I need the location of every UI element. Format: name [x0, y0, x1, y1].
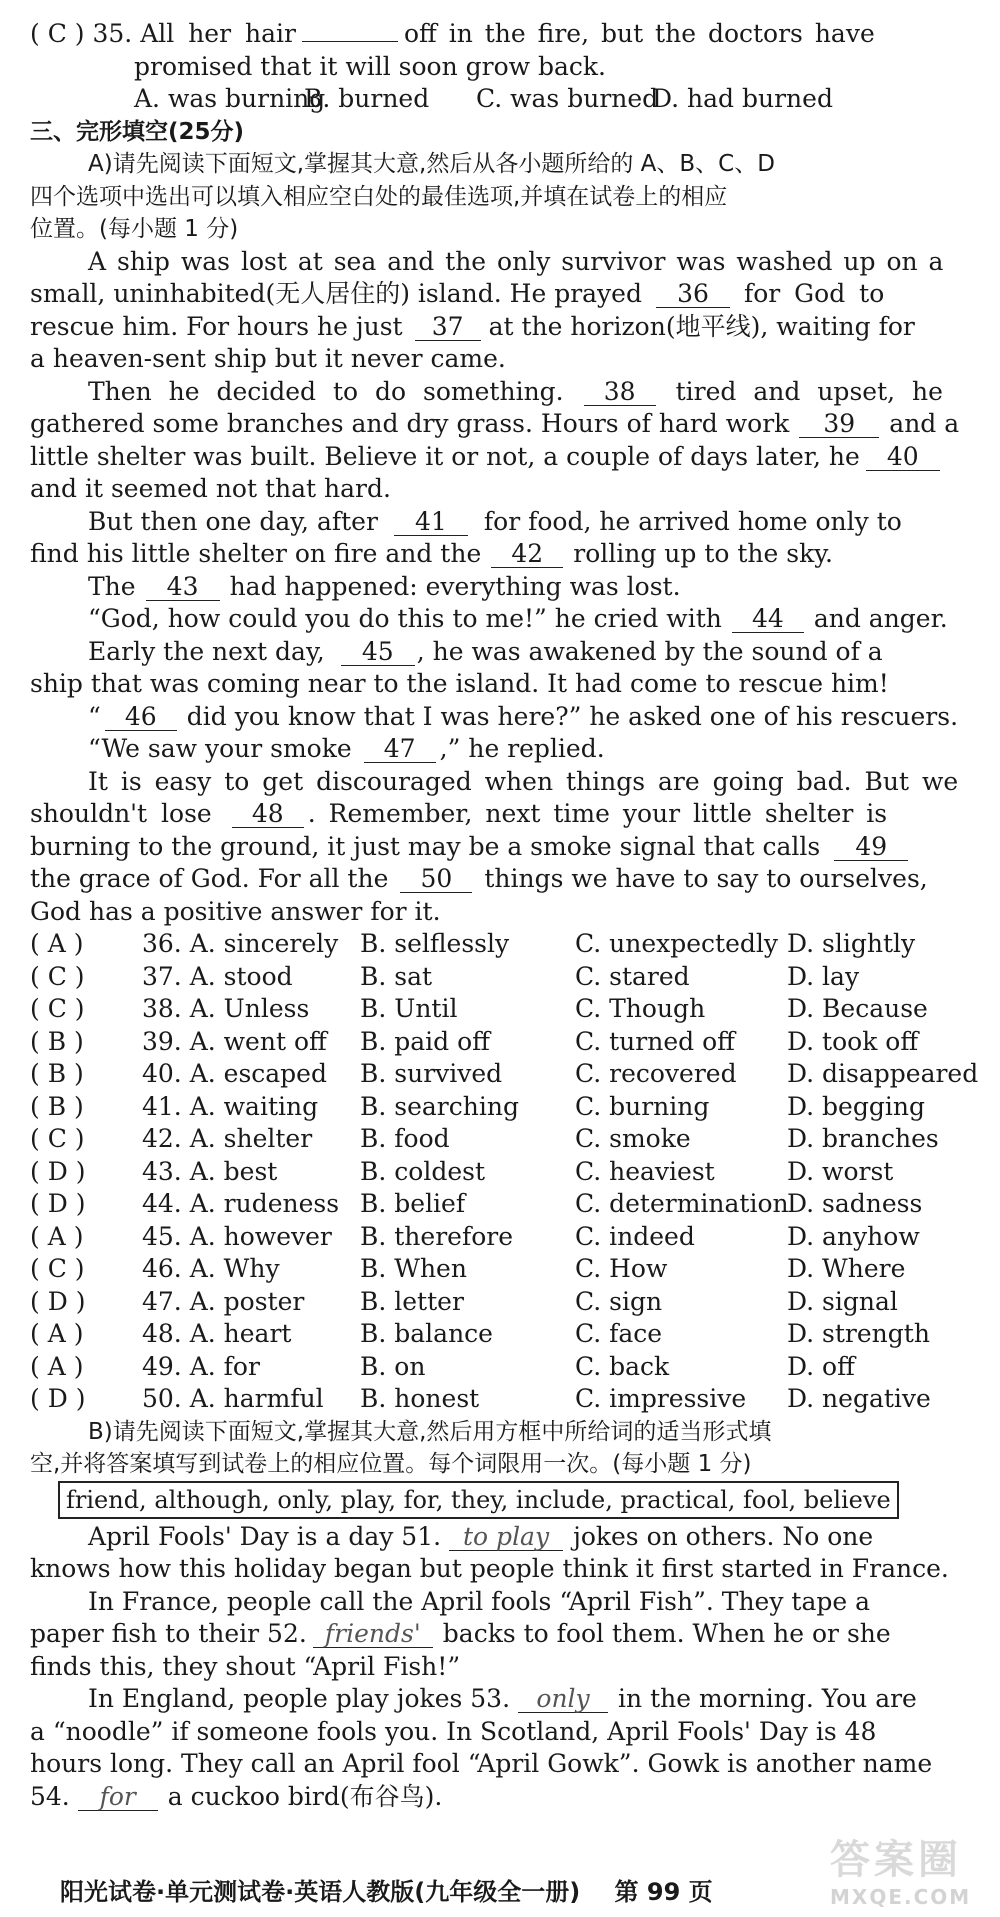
- passage-text: a “noodle” if someone fools you. In Scotland, April Fools' Day is 48: [30, 1716, 877, 1746]
- option-c: C. smoke: [575, 1124, 691, 1153]
- option-b: B. burned: [304, 84, 430, 113]
- watermark-url: MXQE.COM: [830, 1885, 972, 1909]
- passage-line: [30, 1586, 975, 1619]
- passage-text: God has a positive answer for it.: [30, 896, 441, 926]
- option-c: C. impressive: [575, 1384, 747, 1413]
- q35-text: off in the fire, but the doctors have: [403, 19, 875, 48]
- passage-text: at the horizon(地平线), waiting for: [488, 311, 915, 341]
- page-number: 第 99 页: [614, 1878, 713, 1906]
- option-b: B. food: [360, 1124, 450, 1153]
- option-d: D. worst: [787, 1156, 894, 1186]
- option-b: B. survived: [360, 1059, 503, 1088]
- blank-48: 48: [232, 801, 304, 828]
- answer-mark: ( C ): [30, 19, 85, 48]
- blank-41: 41: [394, 509, 468, 536]
- answer-mark: ( B ): [30, 1059, 84, 1088]
- passage-text: It is easy to get discouraged when things are going bad. But we: [88, 766, 959, 796]
- choice-row: [30, 1286, 975, 1319]
- blank-38: 38: [584, 379, 656, 406]
- option-a: 40. A. escaped: [142, 1059, 327, 1088]
- q35-options: [30, 83, 975, 116]
- passage-line: [30, 668, 975, 701]
- option-a: 44. A. rudeness: [142, 1189, 340, 1218]
- option-d: D. sadness: [787, 1189, 923, 1218]
- passage-text: , he was awakened by the sound of a: [416, 636, 883, 666]
- passage-text: 54.: [30, 1781, 70, 1811]
- option-c: C. sign: [575, 1286, 663, 1316]
- blank-37: 37: [415, 314, 481, 341]
- option-a: 37. A. stood: [142, 961, 293, 991]
- option-a: 45. A. however: [142, 1221, 332, 1251]
- blank-46: 46: [105, 704, 177, 731]
- passage-line: [30, 733, 975, 766]
- option-d: D. Where: [787, 1254, 906, 1283]
- passage-text: In England, people play jokes 53.: [88, 1684, 511, 1713]
- blank-50: 50: [400, 866, 472, 893]
- instruction: 空,并将答案填写到试卷上的相应位置。每个词限用一次。(每小题 1 分): [30, 1451, 752, 1477]
- choice-row: [30, 1318, 975, 1351]
- blank-42: 42: [491, 541, 563, 568]
- answer-mark: ( D ): [30, 1189, 86, 1218]
- option-c: C. back: [575, 1351, 670, 1381]
- option-b: B. honest: [360, 1384, 480, 1413]
- option-d: D. slightly: [787, 929, 916, 958]
- passage-text: rescue him. For hours he just: [30, 311, 403, 341]
- blank-47: 47: [364, 736, 436, 763]
- passage-text: and a: [889, 409, 960, 438]
- option-b: B. paid off: [360, 1026, 490, 1056]
- option-b: B. selflessly: [360, 929, 510, 958]
- passage-line: [30, 636, 975, 669]
- option-a: 48. A. heart: [142, 1319, 292, 1348]
- option-a: 36. A. sincerely: [142, 929, 339, 958]
- passage-text: and it seemed not that hard.: [30, 474, 391, 503]
- blank-36: 36: [656, 281, 730, 308]
- passage-text: jokes on others. No one: [573, 1521, 874, 1551]
- option-a: 47. A. poster: [142, 1286, 305, 1316]
- passage-text: did you know that I was here?” he asked one of his rescuers.: [186, 701, 959, 731]
- instruction: 位置。(每小题 1 分): [30, 216, 239, 242]
- passage-text: backs to fool them. When he or she: [442, 1619, 891, 1648]
- passage-text: things we have to say to ourselves,: [484, 864, 928, 893]
- passage-text: for food, he arrived home only to: [483, 506, 902, 536]
- passage-text: rolling up to the sky.: [573, 539, 834, 568]
- option-a: 42. A. shelter: [142, 1124, 313, 1153]
- q35-line-1: [30, 18, 975, 51]
- option-a: 50. A. harmful: [142, 1384, 324, 1413]
- passage-line: [30, 1521, 975, 1554]
- passage-line: [30, 376, 975, 409]
- passage-text: Then he decided to do something.: [88, 376, 564, 406]
- blank-43: 43: [146, 574, 220, 601]
- option-d: D. Because: [787, 994, 928, 1023]
- passage-line: [30, 278, 975, 311]
- passage-text: and anger.: [813, 604, 948, 633]
- passage-text: finds this, they shout “April Fish!”: [30, 1651, 461, 1681]
- choice-row: [30, 1026, 975, 1059]
- passage-text: gathered some branches and dry grass. Hours of hard work: [30, 409, 790, 438]
- option-a: 39. A. went off: [142, 1026, 327, 1056]
- option-c: C. Though: [575, 994, 706, 1023]
- passage-line: [30, 1553, 975, 1586]
- blank-45: 45: [341, 639, 415, 666]
- choice-row: [30, 1188, 975, 1221]
- option-d: D. lay: [787, 961, 860, 991]
- instruction: B)请先阅读下面短文,掌握其大意,然后用方框中所给词的适当形式填: [88, 1418, 772, 1445]
- passage-line: [30, 571, 975, 604]
- option-c: C. How: [575, 1254, 668, 1283]
- blank-40: 40: [866, 444, 940, 471]
- passage-line: [30, 831, 975, 864]
- option-c: C. recovered: [575, 1059, 737, 1088]
- passage-text: ,” he replied.: [439, 734, 605, 763]
- passage-line: [30, 1716, 975, 1749]
- footer-title: 阳光试卷·单元测试卷·英语人教版(九年级全一册): [60, 1878, 581, 1906]
- option-c: C. was burned: [476, 84, 659, 113]
- passage-text: small, uninhabited(无人居住的) island. He prayed: [30, 279, 642, 308]
- passage-text: The: [88, 571, 136, 601]
- passage-text: . Remember, next time your little shelter is: [307, 799, 888, 828]
- passage-line: [30, 538, 975, 571]
- option-a: 49. A. for: [142, 1351, 260, 1381]
- exam-page: [30, 18, 979, 1813]
- passage-text: “We saw your smoke: [88, 734, 352, 763]
- option-d: D. signal: [787, 1286, 898, 1316]
- passage-line: [30, 603, 975, 636]
- answer-mark: ( A ): [30, 1319, 84, 1348]
- passage-text: Early the next day,: [88, 636, 325, 666]
- passage-text: had happened: everything was lost.: [229, 571, 681, 601]
- passage-line: [30, 473, 975, 506]
- option-d: D. off: [787, 1351, 855, 1381]
- option-b: B. therefore: [360, 1221, 514, 1251]
- option-a: 41. A. waiting: [142, 1091, 319, 1121]
- choice-row: [30, 1351, 975, 1384]
- passage-text: “: [88, 701, 101, 731]
- answer-mark: ( A ): [30, 1221, 84, 1251]
- passage-line: [30, 1651, 975, 1684]
- passage-line: [30, 766, 975, 799]
- option-d: D. negative: [787, 1384, 931, 1413]
- choice-row: [30, 1091, 975, 1124]
- answer-mark: ( C ): [30, 961, 85, 991]
- choice-row: [30, 993, 975, 1026]
- section-title: 三、完形填空(25分): [30, 118, 245, 145]
- instruction: A)请先阅读下面短文,掌握其大意,然后从各小题所给的 A、B、C、D: [88, 151, 775, 177]
- option-a: 46. A. Why: [142, 1254, 280, 1283]
- choice-row: [30, 1383, 975, 1416]
- passage-text: April Fools' Day is a day 51.: [88, 1521, 442, 1551]
- watermark-logo: [830, 1828, 980, 1910]
- passage-line: [30, 343, 975, 376]
- q35-text: promised that it will soon grow back.: [134, 51, 606, 81]
- option-a: 43. A. best: [142, 1156, 278, 1186]
- passage-text: find his little shelter on fire and the: [30, 539, 482, 568]
- instruction: 四个选项中选出可以填入相应空白处的最佳选项,并填在试卷上的相应: [30, 183, 728, 210]
- answer-mark: ( A ): [30, 929, 84, 958]
- option-c: C. burning: [575, 1091, 710, 1121]
- choice-list: [30, 928, 979, 1416]
- option-c: C. turned off: [575, 1026, 735, 1056]
- blank-44: 44: [732, 606, 804, 633]
- answer-mark: ( A ): [30, 1351, 84, 1381]
- passage-text: “God, how could you do this to me!” he cried with: [88, 604, 722, 633]
- answer-mark: ( B ): [30, 1091, 84, 1121]
- passage-text: In France, people call the April fools “April Fish”. They tape a: [88, 1586, 871, 1616]
- choice-row: [30, 1253, 975, 1286]
- answer-52: friends': [313, 1621, 433, 1648]
- watermark-text: 答案圈: [830, 1837, 962, 1883]
- passage-line: [30, 246, 975, 279]
- option-b: B. coldest: [360, 1156, 485, 1186]
- option-c: C. unexpectedly: [575, 929, 778, 958]
- choice-row: [30, 1058, 979, 1091]
- option-d: D. disappeared: [787, 1059, 979, 1088]
- passage-line: [30, 506, 975, 539]
- option-d: D. anyhow: [787, 1221, 920, 1251]
- passage-line: [30, 896, 975, 929]
- option-c: C. face: [575, 1319, 663, 1348]
- blank-49: 49: [834, 834, 908, 861]
- passage-text: paper fish to their 52.: [30, 1619, 307, 1648]
- choice-row: [30, 1156, 975, 1189]
- blank-39: 39: [799, 411, 879, 438]
- answer-mark: ( C ): [30, 994, 85, 1023]
- passage-text: hours long. They call an April fool “April Gowk”. Gowk is another name: [30, 1749, 933, 1778]
- passage-text: little shelter was built. Believe it or not, a couple of days later, he: [30, 441, 860, 471]
- choice-row: [30, 1123, 975, 1156]
- passage-line: [30, 408, 975, 441]
- option-b: B. Until: [360, 994, 458, 1023]
- option-c: C. stared: [575, 961, 690, 991]
- answer-mark: ( C ): [30, 1254, 85, 1283]
- option-b: B. on: [360, 1351, 426, 1381]
- choice-row: [30, 928, 975, 961]
- passage-text: ship that was coming near to the island. It had come to rescue him!: [30, 669, 889, 698]
- option-b: B. belief: [360, 1189, 466, 1218]
- option-d: D. begging: [787, 1091, 925, 1121]
- passage-text: A ship was lost at sea and the only survivor was washed up on a: [88, 246, 944, 276]
- passage-text: a heaven-sent ship but it never came.: [30, 344, 506, 373]
- option-d: D. took off: [787, 1026, 919, 1056]
- word-box: friend, although, only, play, for, they, include, practical, fool, believe: [58, 1481, 899, 1519]
- passage-line: [30, 441, 975, 474]
- choice-row: [30, 961, 975, 994]
- passage-text: tired and upset, he: [675, 376, 943, 406]
- option-d: D. strength: [787, 1319, 930, 1348]
- option-b: B. searching: [360, 1091, 519, 1121]
- option-c: C. determination: [575, 1189, 789, 1218]
- option-a: A. was burning: [134, 84, 326, 113]
- passage-text: shouldn't lose: [30, 799, 212, 828]
- q35-text: All her hair: [140, 19, 296, 48]
- question-number: 35.: [92, 19, 133, 48]
- answer-mark: ( B ): [30, 1026, 84, 1056]
- passage-text: burning to the ground, it just may be a smoke signal that calls: [30, 831, 821, 861]
- option-b: B. letter: [360, 1286, 464, 1316]
- option-d: D. branches: [787, 1124, 939, 1153]
- answer-mark: ( D ): [30, 1286, 86, 1316]
- option-c: C. heaviest: [575, 1156, 715, 1186]
- passage-text: for God to: [743, 279, 885, 308]
- answer-54: for: [78, 1784, 158, 1811]
- passage-line: [30, 1683, 975, 1716]
- q35-line-2: [30, 51, 975, 84]
- passage-text: knows how this holiday began but people think it first started in France.: [30, 1554, 949, 1583]
- answer-mark: ( D ): [30, 1384, 86, 1413]
- option-c: C. indeed: [575, 1221, 695, 1251]
- option-b: B. balance: [360, 1319, 493, 1348]
- choice-row: [30, 1221, 975, 1254]
- passage-line: [30, 701, 975, 734]
- passage-line: [30, 1618, 975, 1651]
- passage-line: [30, 798, 975, 831]
- answer-53: only: [518, 1686, 608, 1713]
- answer-mark: ( D ): [30, 1156, 86, 1186]
- page-footer: [60, 1872, 960, 1907]
- option-b: B. When: [360, 1254, 467, 1283]
- option-a: 38. A. Unless: [142, 994, 310, 1023]
- answer-mark: ( C ): [30, 1124, 85, 1153]
- passage-line: [30, 311, 975, 344]
- passage-text: the grace of God. For all the: [30, 864, 389, 893]
- passage-text: a cuckoo bird(布谷鸟).: [167, 1781, 443, 1811]
- passage-line: [30, 863, 975, 896]
- passage-text: But then one day, after: [88, 506, 378, 536]
- option-d: D. had burned: [652, 84, 833, 113]
- q35-blank: [302, 41, 398, 42]
- answer-51: to play: [449, 1524, 563, 1551]
- word-box-row: [30, 1481, 975, 1521]
- passage-line: [30, 1748, 975, 1781]
- passage-text: in the morning. You are: [618, 1684, 917, 1713]
- option-b: B. sat: [360, 961, 433, 991]
- passage-line: [30, 1781, 975, 1814]
